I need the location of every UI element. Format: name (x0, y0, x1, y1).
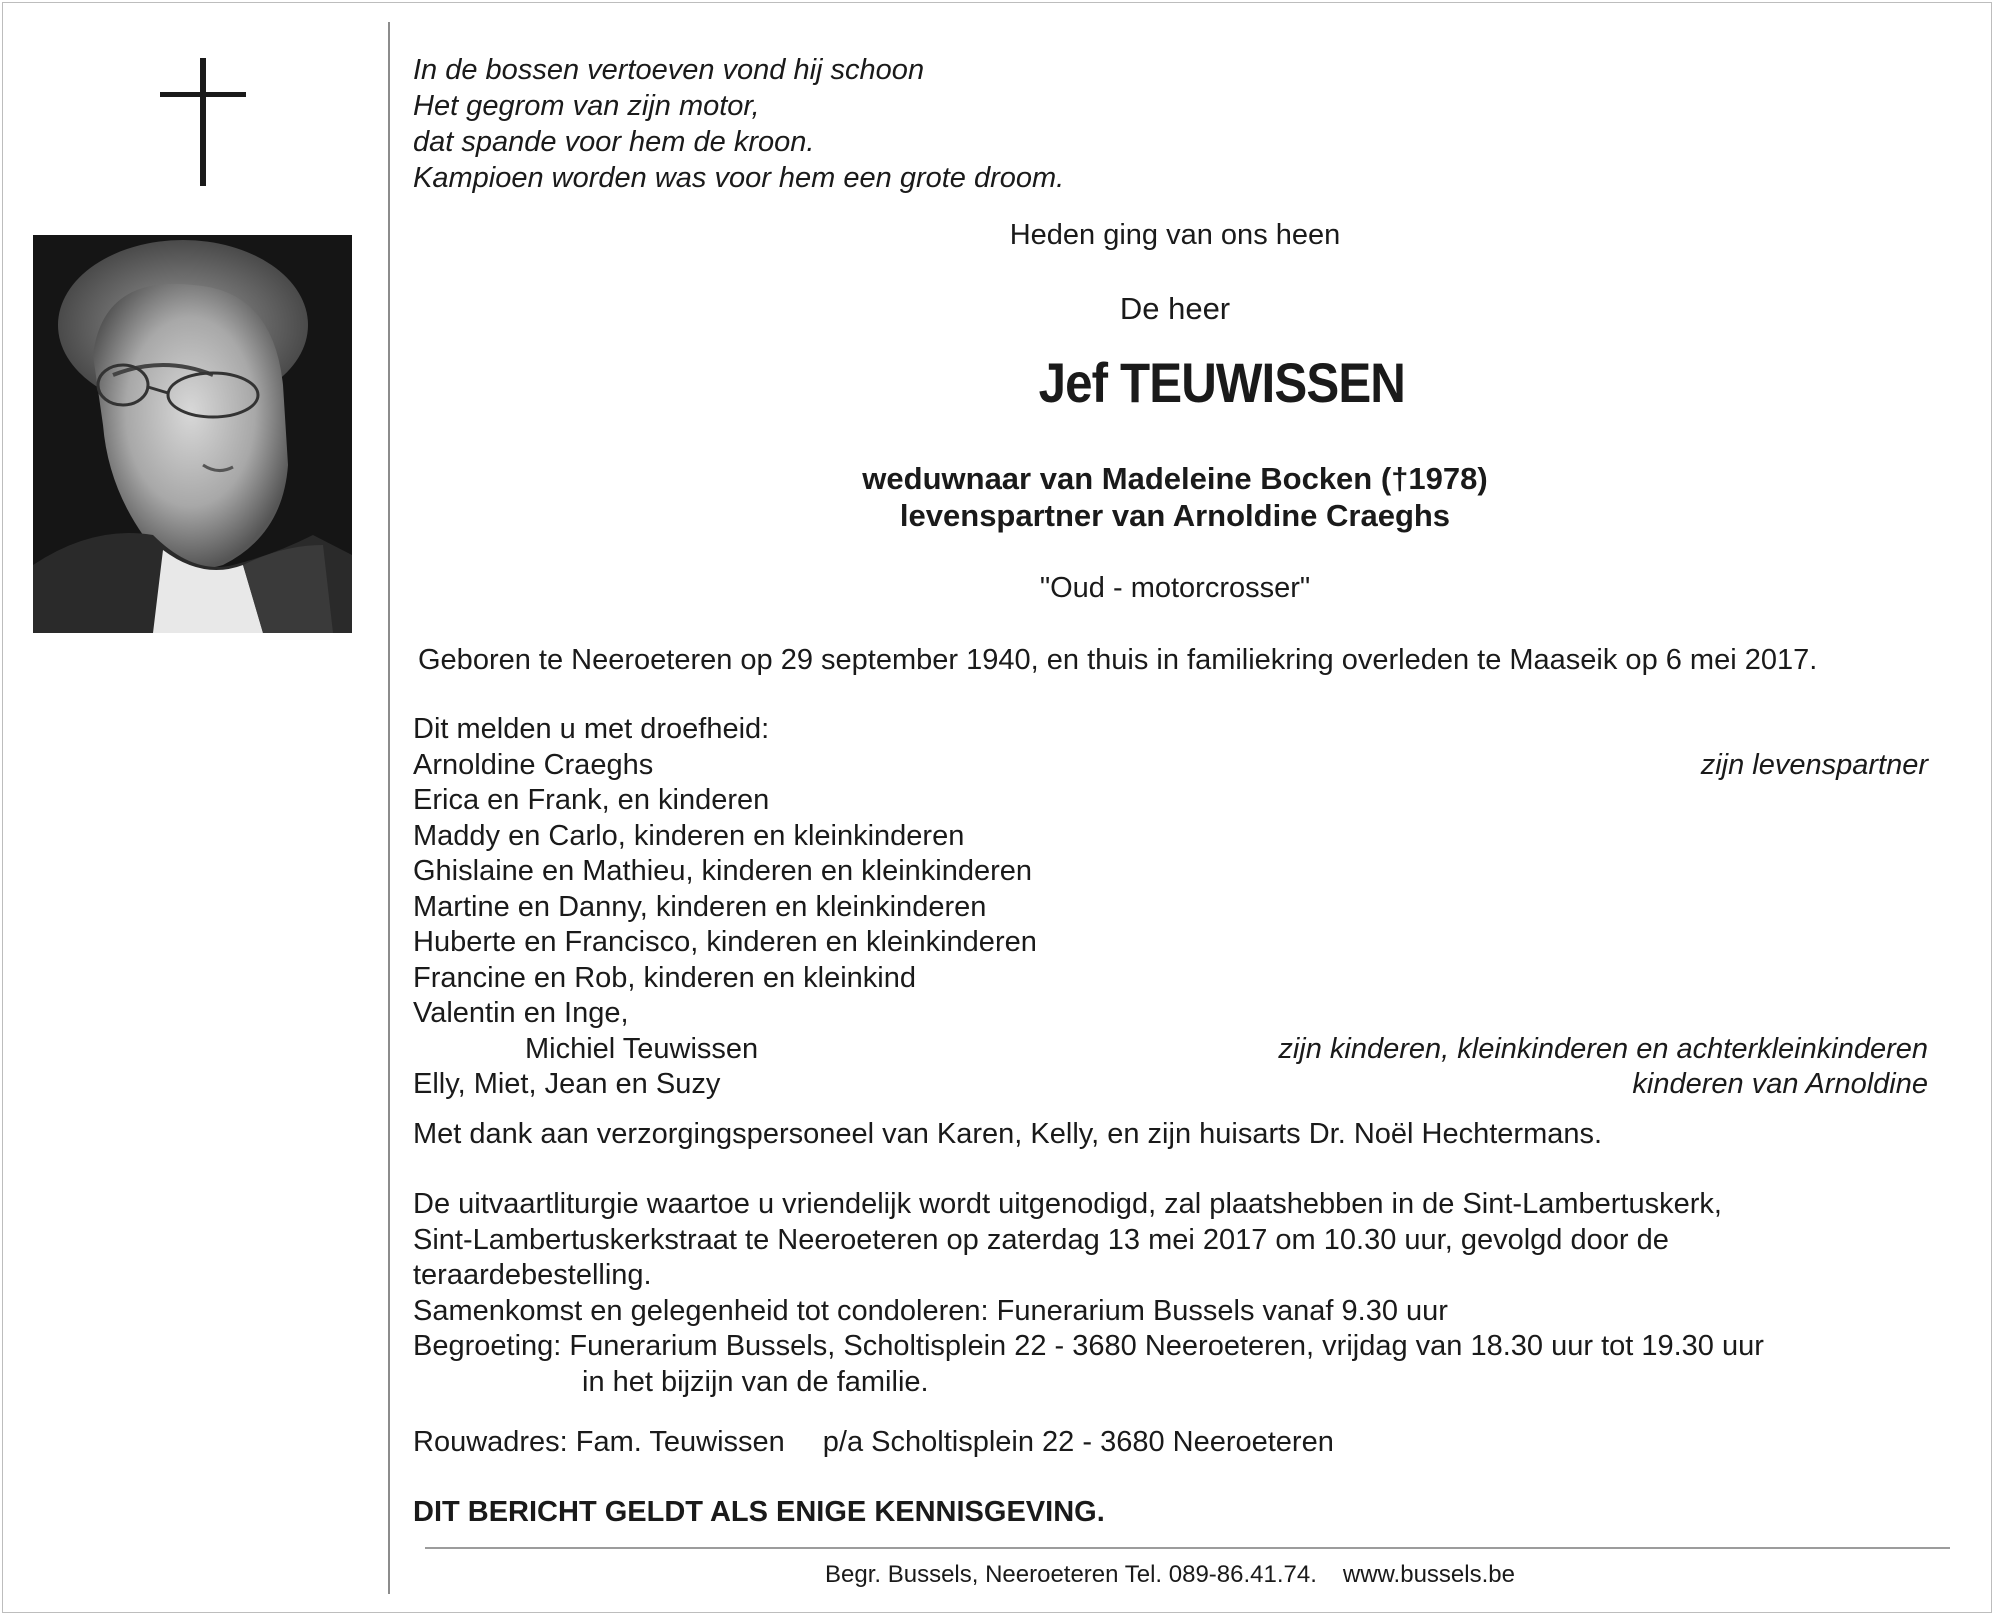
cross-icon (160, 58, 246, 186)
mourners-heading: Dit melden u met droefheid: (413, 713, 770, 745)
honorific: De heer (1119, 291, 1231, 326)
poem (413, 52, 1064, 196)
poem-line: Het gegrom van zijn motor, (413, 90, 760, 122)
website-link[interactable]: www.bussels.be (1342, 1561, 1515, 1588)
nickname: "Oud - motorcrosser" (1039, 572, 1311, 604)
list-item: Maddy en Carlo, kinderen en kleinkinderen (413, 819, 965, 852)
funeral-line: Samenkomst en gelegenheid tot condoleren: Funerarium Bussels vanaf 9.30 uur (413, 1294, 1448, 1327)
footer (825, 1561, 1515, 1589)
mourner-name: Elly, Miet, Jean en Suzy (413, 1068, 721, 1100)
partner-line: levenspartner van Arnoldine Craeghs (899, 498, 1451, 533)
mourner-name: Michiel Teuwissen (525, 1032, 759, 1065)
poem-line: Kampioen worden was voor hem een grote droom. (413, 162, 1065, 194)
mourner-role: zijn kinderen, kleinkinderen en achterkleinkinderen (1278, 1032, 1928, 1065)
poem-line: dat spande voor hem de kroon. (413, 126, 815, 158)
funeral-line: De uitvaartliturgie waartoe u vriendelijk wordt uitgenodigd, zal plaatshebben in de Sint-Lambertuskerk, (413, 1188, 1722, 1220)
mourner-name: Arnoldine Craeghs (413, 748, 654, 781)
intro-text: Heden ging van ons heen (1009, 219, 1341, 251)
mourners-list (413, 712, 1928, 1103)
list-item: Ghislaine en Mathieu, kinderen en kleinkinderen (413, 855, 1033, 887)
poem-line: In de bossen vertoeven vond hij schoon (413, 54, 925, 86)
portrait-photo (33, 235, 352, 633)
deceased-name: Jef TEUWISSEN (1038, 351, 1406, 414)
footer-divider (425, 1547, 1950, 1549)
footer-text: Begr. Bussels, Neeroeteren Tel. 089-86.41.74. (825, 1561, 1317, 1588)
mourning-address (413, 1425, 1334, 1461)
official-notice: DIT BERICHT GELDT ALS ENIGE KENNISGEVING. (413, 1496, 1105, 1528)
funeral-details (413, 1187, 1764, 1400)
list-item: Erica en Frank, en kinderen (413, 784, 770, 816)
list-item: Huberte en Francisco, kinderen en kleinkinderen (413, 926, 1037, 958)
birth-death-line: Geboren te Neeroeteren op 29 september 1940, en thuis in familiekring overleden te Maaseik op 6 mei 2017. (418, 644, 1818, 676)
list-item: Martine en Danny, kinderen en kleinkinderen (413, 890, 987, 923)
list-item (413, 1067, 1928, 1103)
list-item (413, 748, 1928, 784)
list-item (413, 1032, 1928, 1068)
funeral-line: Sint-Lambertuskerkstraat te Neeroeteren op zaterdag 13 mei 2017 om 10.30 uur, gevolgd door de (413, 1223, 1669, 1256)
mourning-address-value: p/a Scholtisplein 22 - 3680 Neeroeteren (822, 1426, 1334, 1458)
mourner-role: kinderen van Arnoldine (1632, 1068, 1928, 1100)
widower-line: weduwnaar van Madeleine Bocken (†1978) (862, 461, 1488, 496)
list-item: Valentin en Inge, (413, 997, 629, 1029)
mourning-address-label: Rouwadres: Fam. Teuwissen (413, 1426, 785, 1458)
list-item: Francine en Rob, kinderen en kleinkind (413, 961, 916, 994)
vertical-divider (388, 22, 390, 1594)
funeral-line: in het bijzijn van de familie. (582, 1365, 929, 1398)
funeral-line: teraardebestelling. (413, 1259, 652, 1291)
funeral-line: Begroeting: Funerarium Bussels, Scholtisplein 22 - 3680 Neeroeteren, vrijdag van 18.30 uur tot 19.30 uur (413, 1330, 1764, 1362)
mourner-role: zijn levenspartner (1700, 748, 1928, 781)
thanks-text: Met dank aan verzorgingspersoneel van Karen, Kelly, en zijn huisarts Dr. Noël Hechtermans. (413, 1118, 1603, 1150)
relations (390, 460, 1960, 534)
